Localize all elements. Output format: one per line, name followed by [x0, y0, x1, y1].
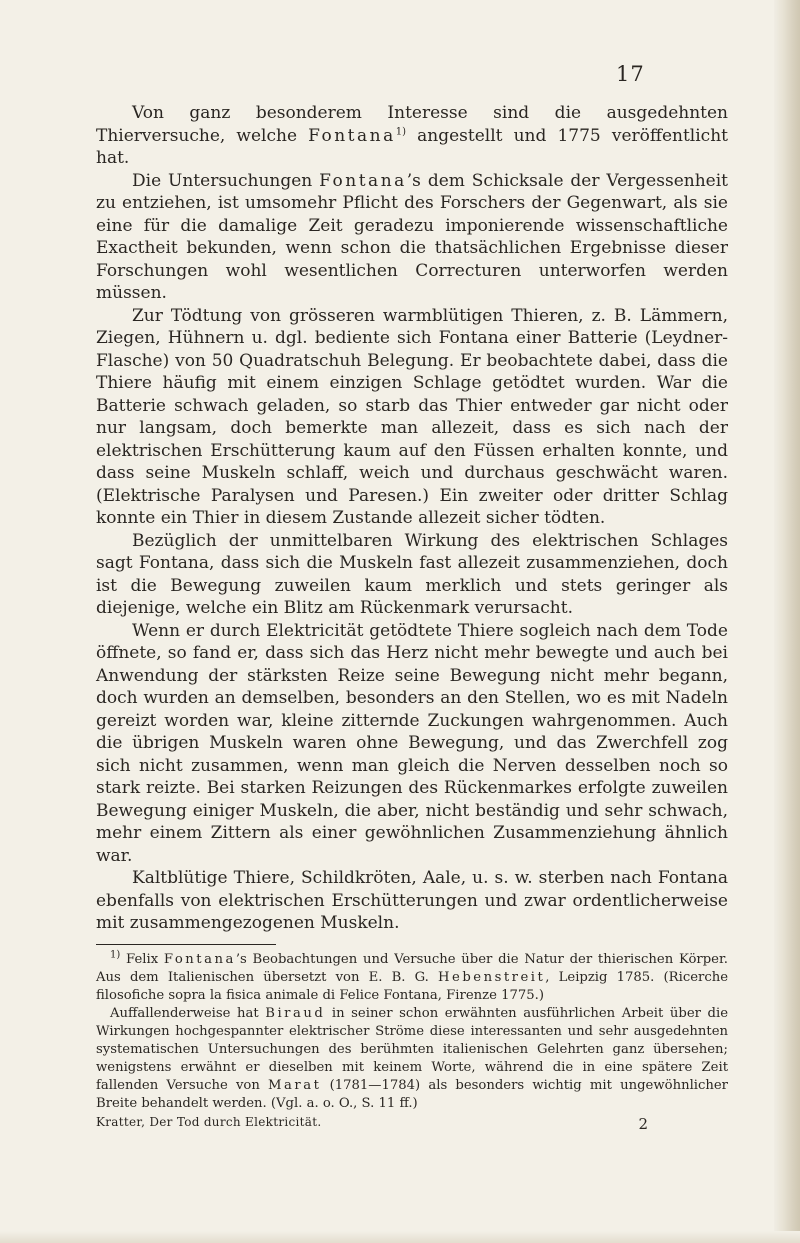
paragraph-5: Wenn er durch Elektricität getödtete Thiere sogleich nach dem Tode öffnete, so fand er, dass sich das Herz nicht mehr bewegte und auch bei Anwendung der stärksten Reize seine Bewegung nicht mehr begann, doch wurden an demselben, besonders an den Stellen, wo es mit Nadeln gereizt worden war, kleine zitternde Zuckungen wahrgenommen. Auch die übrigen Muskeln waren ohne Bewegung, und das Zwerchfell zog sich nicht zusammen, wenn man gleich die Nerven desselben noch so stark reizte. Bei starken Reizungen des Rückenmarkes erfolgte zuweilen Bewegung einiger Muskeln, die aber, nicht beständig und sehr schwach, mehr einem Zittern als einer gewöhnlichen Zusammenziehung ähnlich war.	[96, 620, 728, 866]
page-edge	[774, 0, 800, 1243]
footnote-1	[96, 951, 728, 1005]
page-bottom-edge	[0, 1231, 800, 1243]
author-name-fontana: Fontana	[308, 125, 396, 146]
paragraph-2	[96, 170, 728, 305]
page-number: 17	[616, 62, 645, 86]
paragraph-4: Bezüglich der unmittelbaren Wirkung des elektrischen Schlages sagt Fontana, dass sich die Muskeln fast allezeit zusammenziehen, doch ist die Bewegung zuweilen kaum merklich und stets geringer als diejenige, welche ein Blitz am Rückenmark verursacht.	[96, 530, 728, 618]
footnote-2-text-a: Auffallenderweise hat	[110, 1005, 266, 1021]
p1-text-a: Von ganz besonderem Interesse sind die ausgedehnten Thierversuche, welche	[96, 103, 728, 146]
p2-text-a: Die Untersuchungen	[132, 170, 320, 191]
printer-signature	[96, 1115, 728, 1133]
author-name-biraud: Biraud	[265, 1005, 326, 1021]
paragraph-3: Zur Tödtung von grösseren warmblütigen Thieren, z. B. Lämmern, Ziegen, Hühnern u. dgl. bediente sich Fontana einer Batterie (Leydner-Flasche) von 50 Quadratschuh Belegung. Er beobachtete dabei, dass die Thiere häufig mit einem einzigen Schlage getödtet wurden. War die Batterie schwach geladen, so starb das Thier entweder gar nicht oder nur langsam, doch bemerkte man allezeit, dass es sich nach der elektrischen Erschütterung kaum auf den Füssen erhalten konnte, und dass seine Muskeln schlaff, weich und durchaus geschwächt waren. (Elektrische Paralysen und Paresen.) Ein zweiter oder dritter Schlag konnte ein Thier in diesem Zustande allezeit sicher tödten.	[96, 305, 728, 528]
signature-title: Kratter, Der Tod durch Elektricität.	[96, 1114, 322, 1129]
paragraph-6: Kaltblütige Thiere, Schildkröten, Aale, u. s. w. sterben nach Fontana ebenfalls von elektrischen Erschütterungen und zwar ordentlicherweise mit zusammengezogenen Muskeln.	[96, 868, 728, 933]
footnote-1-text-b: ’s Beobachtungen und Versuche über die Natur der thierischen Körper. Aus dem Italienischen übersetzt von E. B. G.	[96, 951, 728, 985]
footnote-2	[96, 1005, 728, 1113]
author-name-marat: Marat	[268, 1077, 322, 1093]
footnote-mark-1: 1)	[110, 949, 121, 961]
signature-number: 2	[638, 1114, 648, 1133]
footnote-2-text-c: (1781—1784) als besonders wichtig mit ungewöhnlicher Breite behandelt werden. (Vgl. a. o. O., S. 11 ff.)	[96, 1077, 728, 1111]
author-name-fontana: Fontana	[319, 170, 407, 191]
p2-text-b: ’s dem Schicksale der Vergessenheit zu entziehen, ist umsomehr Pflicht des Forschers der Gegenwart, als sie eine für die damalige Zeit geradezu imponierende wissenschaftliche Exactheit bekunden, wenn schon die thatsächlichen Ergebnisse dieser Forschungen wohl wesentlichen Correcturen unterworfen werden müssen.	[96, 170, 728, 303]
footnote-1-text-c: , Leipzig 1785. (Ricerche filosofiche sopra la fisica animale di Felice Fontana, Firenze 1775.)	[96, 969, 729, 1003]
author-name-fontana: Fontana	[163, 951, 236, 967]
author-name-hebenstreit: Hebenstreit	[438, 969, 546, 985]
footnote-2-text-b: in seiner schon erwähnten ausführlichen Arbeit über die Wirkungen hochgespannter elektrischer Ströme diese interessanten und sehr ausgedehnten systematischen Untersuchungen des berühmten italienischen Gelehrten ganz übersehen; wenigstens erwähnt er dieselben mit keinem Worte, während die in eine spätere Zeit fallenden Versuche von	[96, 1005, 728, 1093]
paragraph-1	[96, 102, 728, 170]
footnote-divider	[96, 944, 276, 945]
p1-text-b: angestellt und 1775 veröffentlicht hat.	[96, 125, 728, 168]
footnote-1-text-a: Felix	[120, 951, 164, 967]
body-text	[96, 102, 728, 1133]
footnote-ref-1[interactable]: 1)	[395, 125, 406, 137]
